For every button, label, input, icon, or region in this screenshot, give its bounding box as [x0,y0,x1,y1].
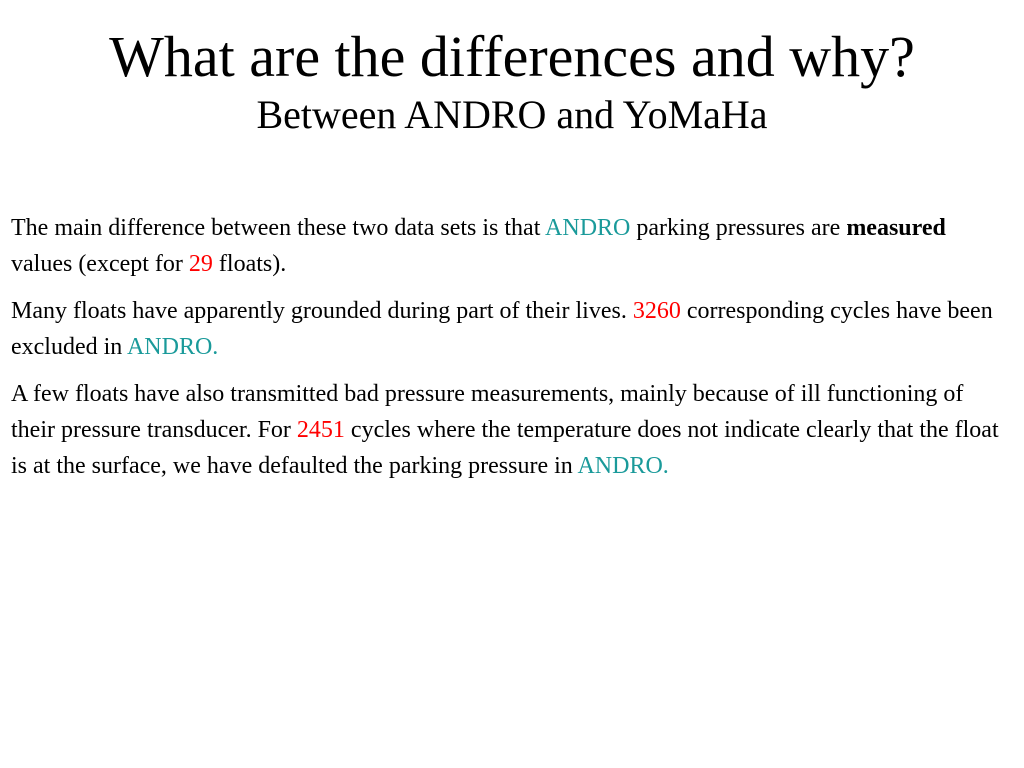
dataset-name-andro: ANDRO. [577,453,669,479]
slide-body [11,210,1011,495]
slide-subtitle: Between ANDRO and YoMaHa [256,92,768,137]
emphasis-measured: measured [846,215,946,241]
paragraph-text: A few floats have also transmitted bad pressure measurements, mainly because of ill functioning of their pressure transducer. For [11,381,964,443]
paragraph-text: cycles where the temperature does not indicate clearly that the float is at the surface, we have defaulted the parking pressure in [11,417,999,479]
count-excepted-floats: 29 [188,251,213,277]
paragraph-text: parking pressures are [630,215,847,241]
dataset-name-andro: ANDRO. [126,334,219,360]
paragraph-text: floats). [212,251,287,277]
count-defaulted-cycles: 2451 [296,417,345,443]
paragraph-bad-pressure [11,376,1011,484]
paragraph-text: values (except for [11,251,189,277]
paragraph-grounded-floats [11,293,1011,365]
slide-title: What are the differences and why? [109,24,915,89]
paragraph-measured-pressures [11,210,1011,282]
paragraph-text: corresponding cycles have been excluded in [11,298,993,360]
paragraph-text: Many floats have apparently grounded during part of their lives. [11,298,633,324]
count-excluded-cycles: 3260 [632,298,681,324]
dataset-name-andro: ANDRO [545,215,631,241]
title-block [0,24,1024,138]
paragraph-text: The main difference between these two data sets is that [11,215,546,241]
